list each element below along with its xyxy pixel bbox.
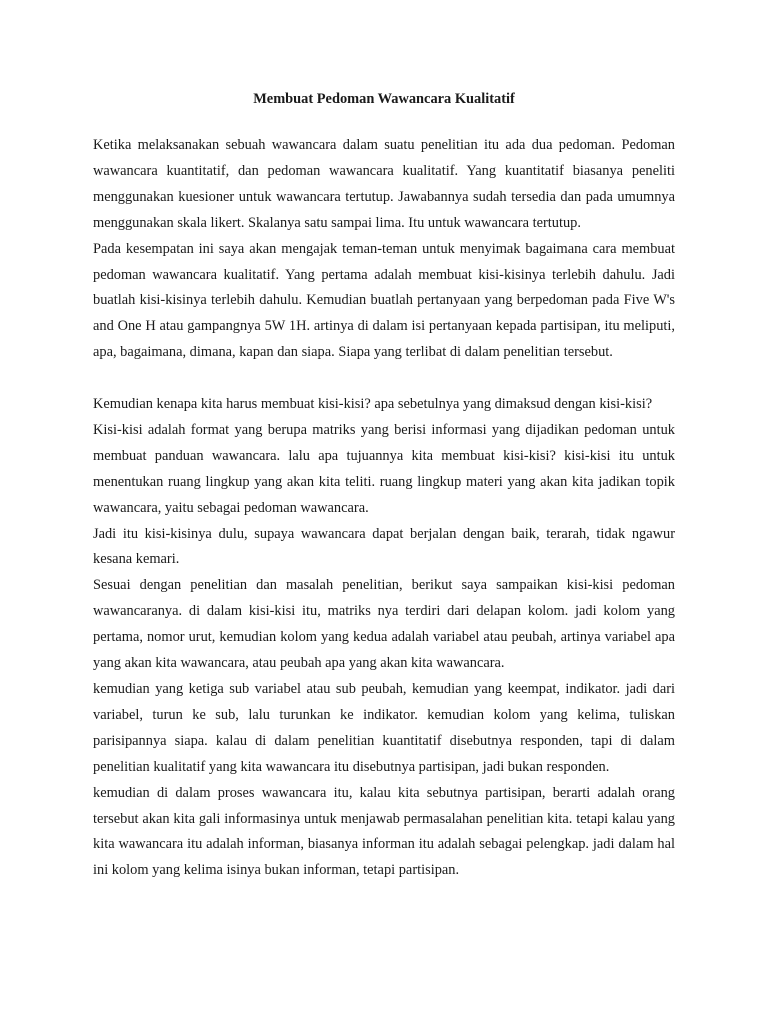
paragraph-8: kemudian di dalam proses wawancara itu, kalau kita sebutnya partisipan, berarti adalah orang tersebut akan kita gali informasinya untuk menjawab permasalahan penelitian kita. tetapi kalau yang kita wawancara itu adalah informan, biasanya informan itu adalah sebagai pelengkap. jadi dalam hal ini kolom yang kelima isinya bukan informan, tetapi partisipan. xyxy=(93,784,675,879)
document-title: Membuat Pedoman Wawancara Kualitatif xyxy=(253,91,515,107)
paragraph-spacer xyxy=(93,366,675,392)
paragraph-7: kemudian yang ketiga sub variabel atau sub peubah, kemudian yang keempat, indikator. jadi dari variabel, turun ke sub, lalu turunkan ke indikator. kemudian kolom yang kelima, tuliskan parisipannya siapa. kalau di dalam penelitian kuantitatif disebutnya responden, tapi di dalam penelitian kualitatif yang kita wawancara itu disebutnya partisipan, jadi bukan responden. xyxy=(93,681,675,775)
paragraph-3: Kemudian kenapa kita harus membuat kisi-kisi? apa sebetulnya yang dimaksud dengan kisi-kisi? xyxy=(93,396,653,413)
paragraph-2: Pada kesempatan ini saya akan mengajak teman-teman untuk menyimak bagaimana cara membuat pedoman wawancara kualitatif. Yang pertama adalah membuat kisi-kisinya terlebih dahulu. Jadi buatlah kisi-kisinya terlebih dahulu. Kemudian buatlah pertanyaan yang berpedoman pada Five W's and One H atau gampangnya 5W 1H. artinya di dalam isi pertanyaan kepada partisipan, itu meliputi, apa, bagaimana, dimana, kapan dan siapa. Siapa yang terlibat di dalam penelitian tersebut. xyxy=(93,240,675,361)
paragraph-1: Ketika melaksanakan sebuah wawancara dalam suatu penelitian itu ada dua pedoman. Pedoman wawancara kuantitatif, dan pedoman wawancara kualitatif. Yang kuantitatif biasanya peneliti menggunakan kuesioner untuk wawancara tertutup. Jawabannya sudah tersedia dan pada umumnya menggunakan skala likert. Skalanya satu sampai lima. Itu untuk wawancara tertutup. xyxy=(93,137,675,231)
paragraph-6: Sesuai dengan penelitian dan masalah penelitian, berikut saya sampaikan kisi-kisi pedoman wawancaranya. di dalam kisi-kisi itu, matriks nya terdiri dari delapan kolom. jadi kolom yang pertama, nomor urut, kemudian kolom yang kedua adalah variabel atau peubah, artinya variabel apa yang akan kita wawancara, atau peubah apa yang akan kita wawancara. xyxy=(93,577,675,672)
paragraph-4: Kisi-kisi adalah format yang berupa matriks yang berisi informasi yang dijadikan pedoman untuk membuat panduan wawancara. lalu apa tujuannya kita membuat kisi-kisi? kisi-kisi itu untuk menentukan ruang lingkup yang akan kita teliti. ruang lingkup materi yang akan kita jadikan topik wawancara, yaitu sebagai pedoman wawancara. xyxy=(93,421,675,516)
document-body xyxy=(93,88,675,884)
paragraph-5: Jadi itu kisi-kisinya dulu, supaya wawancara dapat berjalan dengan baik, terarah, tidak ngawur kesana kemari. xyxy=(93,525,675,568)
